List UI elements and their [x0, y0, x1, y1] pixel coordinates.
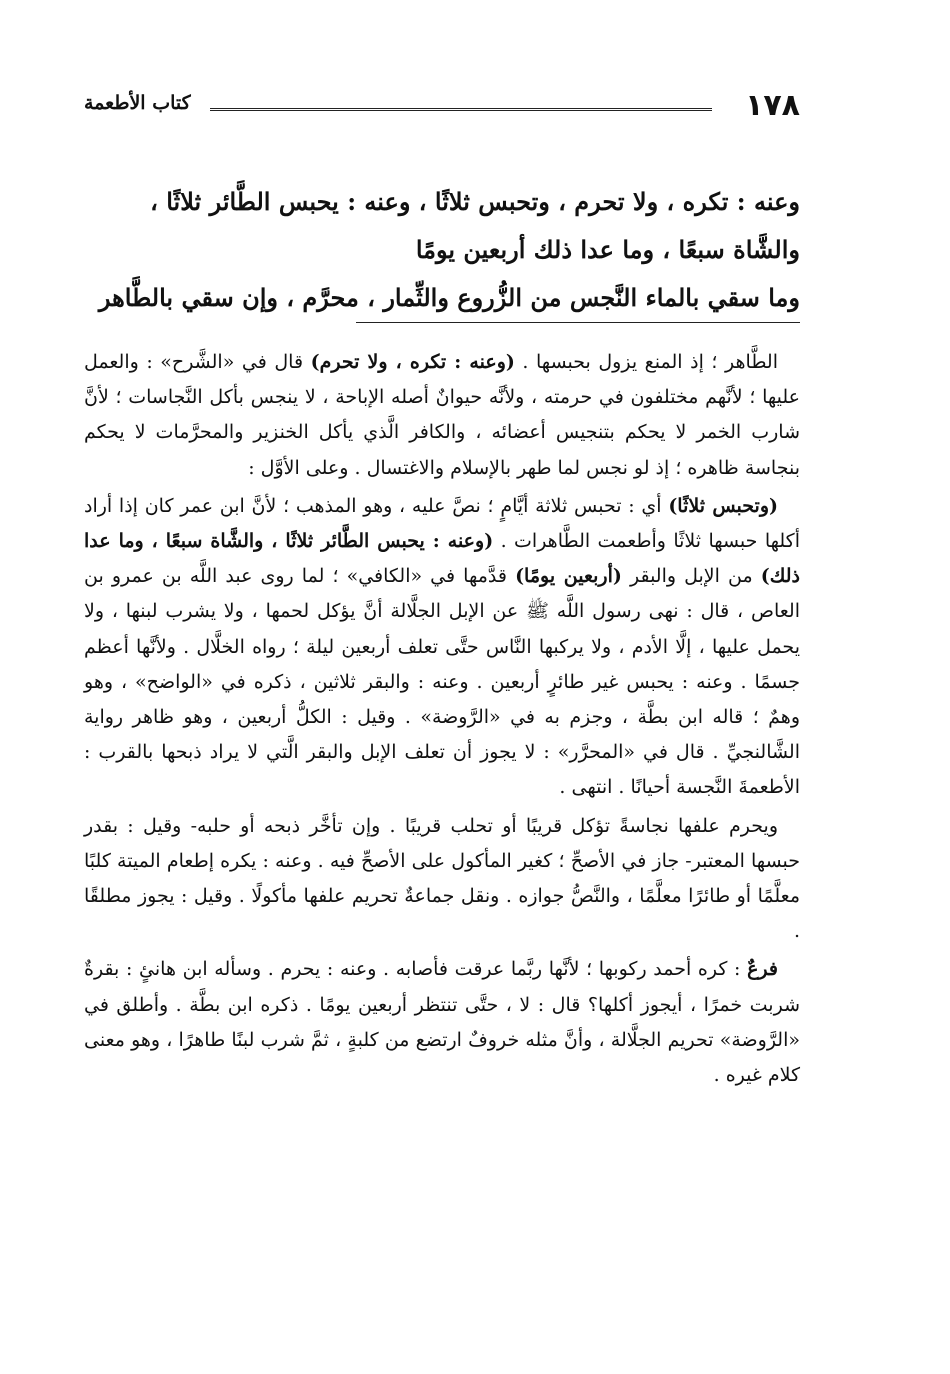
quoted-matn: (وعنه : تكره ، ولا تحرم) [310, 351, 515, 373]
header-rule [210, 108, 712, 114]
quoted-matn: (وتحبس ثلاثًا) [668, 494, 778, 517]
commentary-paragraph [84, 809, 800, 950]
text-run: ويحرم علفها نجاسةً تؤكل قريبًا أو تحلب قريبًا . وإن تأخَّر ذبحه أو حلبه- وقيل : بقدر حبسها المعتبر- جاز في الأصحِّ ؛ كغير المأكول على الأصحِّ فيه . وعنه : يكره إطعام الميتة كلبًا معلَّمًا أو طائرًا معلَّمًا ، والنَّصُّ جوازه . ونقل جماعةٌ تحريم علفها مأكولًا . وقيل : يجوز مطلقًا . [84, 814, 800, 943]
text-run: قال في «الشَّرح» : والعمل عليها ؛ لأنَّهم مختلفون في حرمته ، ولأنَّه حيوانٌ أصله الإباحة ، لا ينجس بأكل النَّجاسات ؛ لأنَّ شارب الخمر لا يحكم بتنجيس أعضائه ، والكافر الَّذي يأكل الخنزير والمحرَّمات لا يحكم بنجاسة ظاهره ؛ إذ لو نجس لما طهر بالإسلام والاغتسال . وعلى الأوَّل : [84, 351, 800, 479]
page-number: ١٧٨ [745, 88, 800, 123]
matn-line: والشَّاة سبعًا ، وما عدا ذلك أربعين يومًا [415, 235, 800, 264]
commentary-paragraph [84, 345, 800, 486]
text-run: : كره أحمد ركوبها ؛ لأنَّها ربَّما عرقت فأصابه . وعنه : يحرم . وسأله ابن هانئٍ : بقرةٌ شربت خمرًا ، أيجوز أكلها؟ قال : لا ، حتَّى تنتظر أربعين يومًا . ذكره ابن بطَّة . وأطلق في «الرَّوضة» تحريم الجلَّالة ، وأنَّ مثله خروفٌ ارتضع من كلبةٍ ، ثمَّ شرب لبنًا طاهرًا ، وهو معنى كلام غيره . [84, 958, 800, 1087]
text-run: قدَّمها في «الكافي» ؛ لما روى عبد اللَّه بن عمرو بن العاص ، قال : نهى رسول اللَّه ﷺ عن الإبل الجلَّالة أنَّ يؤكل لحمها ، ولا يشرب لبنها ، ولا يحمل عليها ، إلَّا الأدم ، ولا يركبها النَّاس حتَّى تعلف أربعين ليلة ؛ رواه الخلَّال . ولأنَّها أعظم جسمًا . وعنه : يحبس غير طائرٍ أربعين . وعنه : والبقر ثلاثين ، ذكره في «الواضح» ، وهو وهمٌ ؛ قاله ابن بطَّة ، وجزم به في «الرَّوضة» . وقيل : الكلُّ أربعين ، وهو ظاهر رواية الشَّالنجيِّ . قال في «المحرَّر» : لا يجوز أن تعلف الإبل والبقر الَّتي لا يراد ذبحها بالقرب : الأطعمةَ النَّجسة أحيانًا . انتهى . [84, 565, 800, 799]
matn-separator [356, 322, 800, 323]
commentary-paragraph [84, 489, 800, 806]
quoted-matn: (وعنه : يحبس الطَّائر ثلاثًا ، والشَّاة سبعًا ، وما عدا ذلك) [84, 530, 801, 588]
quoted-matn: (أربعين يومًا) [515, 565, 622, 588]
commentary-paragraph [84, 952, 800, 1093]
text-run: الطَّاهر ؛ إذ المنع يزول بحبسها . [514, 351, 778, 373]
matn-line: وعنه : تكره ، ولا تحرم ، وتحبس ثلاثًا ، وعنه : يحبس الطَّائر ثلاثًا ، [150, 187, 800, 216]
section-label: فرعٌ [747, 958, 778, 981]
book-page [84, 0, 800, 1374]
text-run: أي : تحبس ثلاثة أيَّامٍ ؛ نصَّ عليه ، وهو المذهب ؛ لأنَّ ابن عمر كان إذا أراد أكلها حبسها ثلاثًا وأطعمت الطَّاهرات . [84, 494, 800, 553]
matn-line: وما سقي بالماء النَّجس من الزُّروع والثِّمار ، محرَّم ، وإن سقي بالطَّاهر [98, 283, 800, 312]
matn-text [84, 178, 800, 323]
commentary-text [84, 345, 800, 1093]
page-header [84, 88, 800, 128]
text-run: من الإبل والبقر [621, 565, 761, 588]
running-title: كتاب الأطعمة [84, 92, 191, 114]
